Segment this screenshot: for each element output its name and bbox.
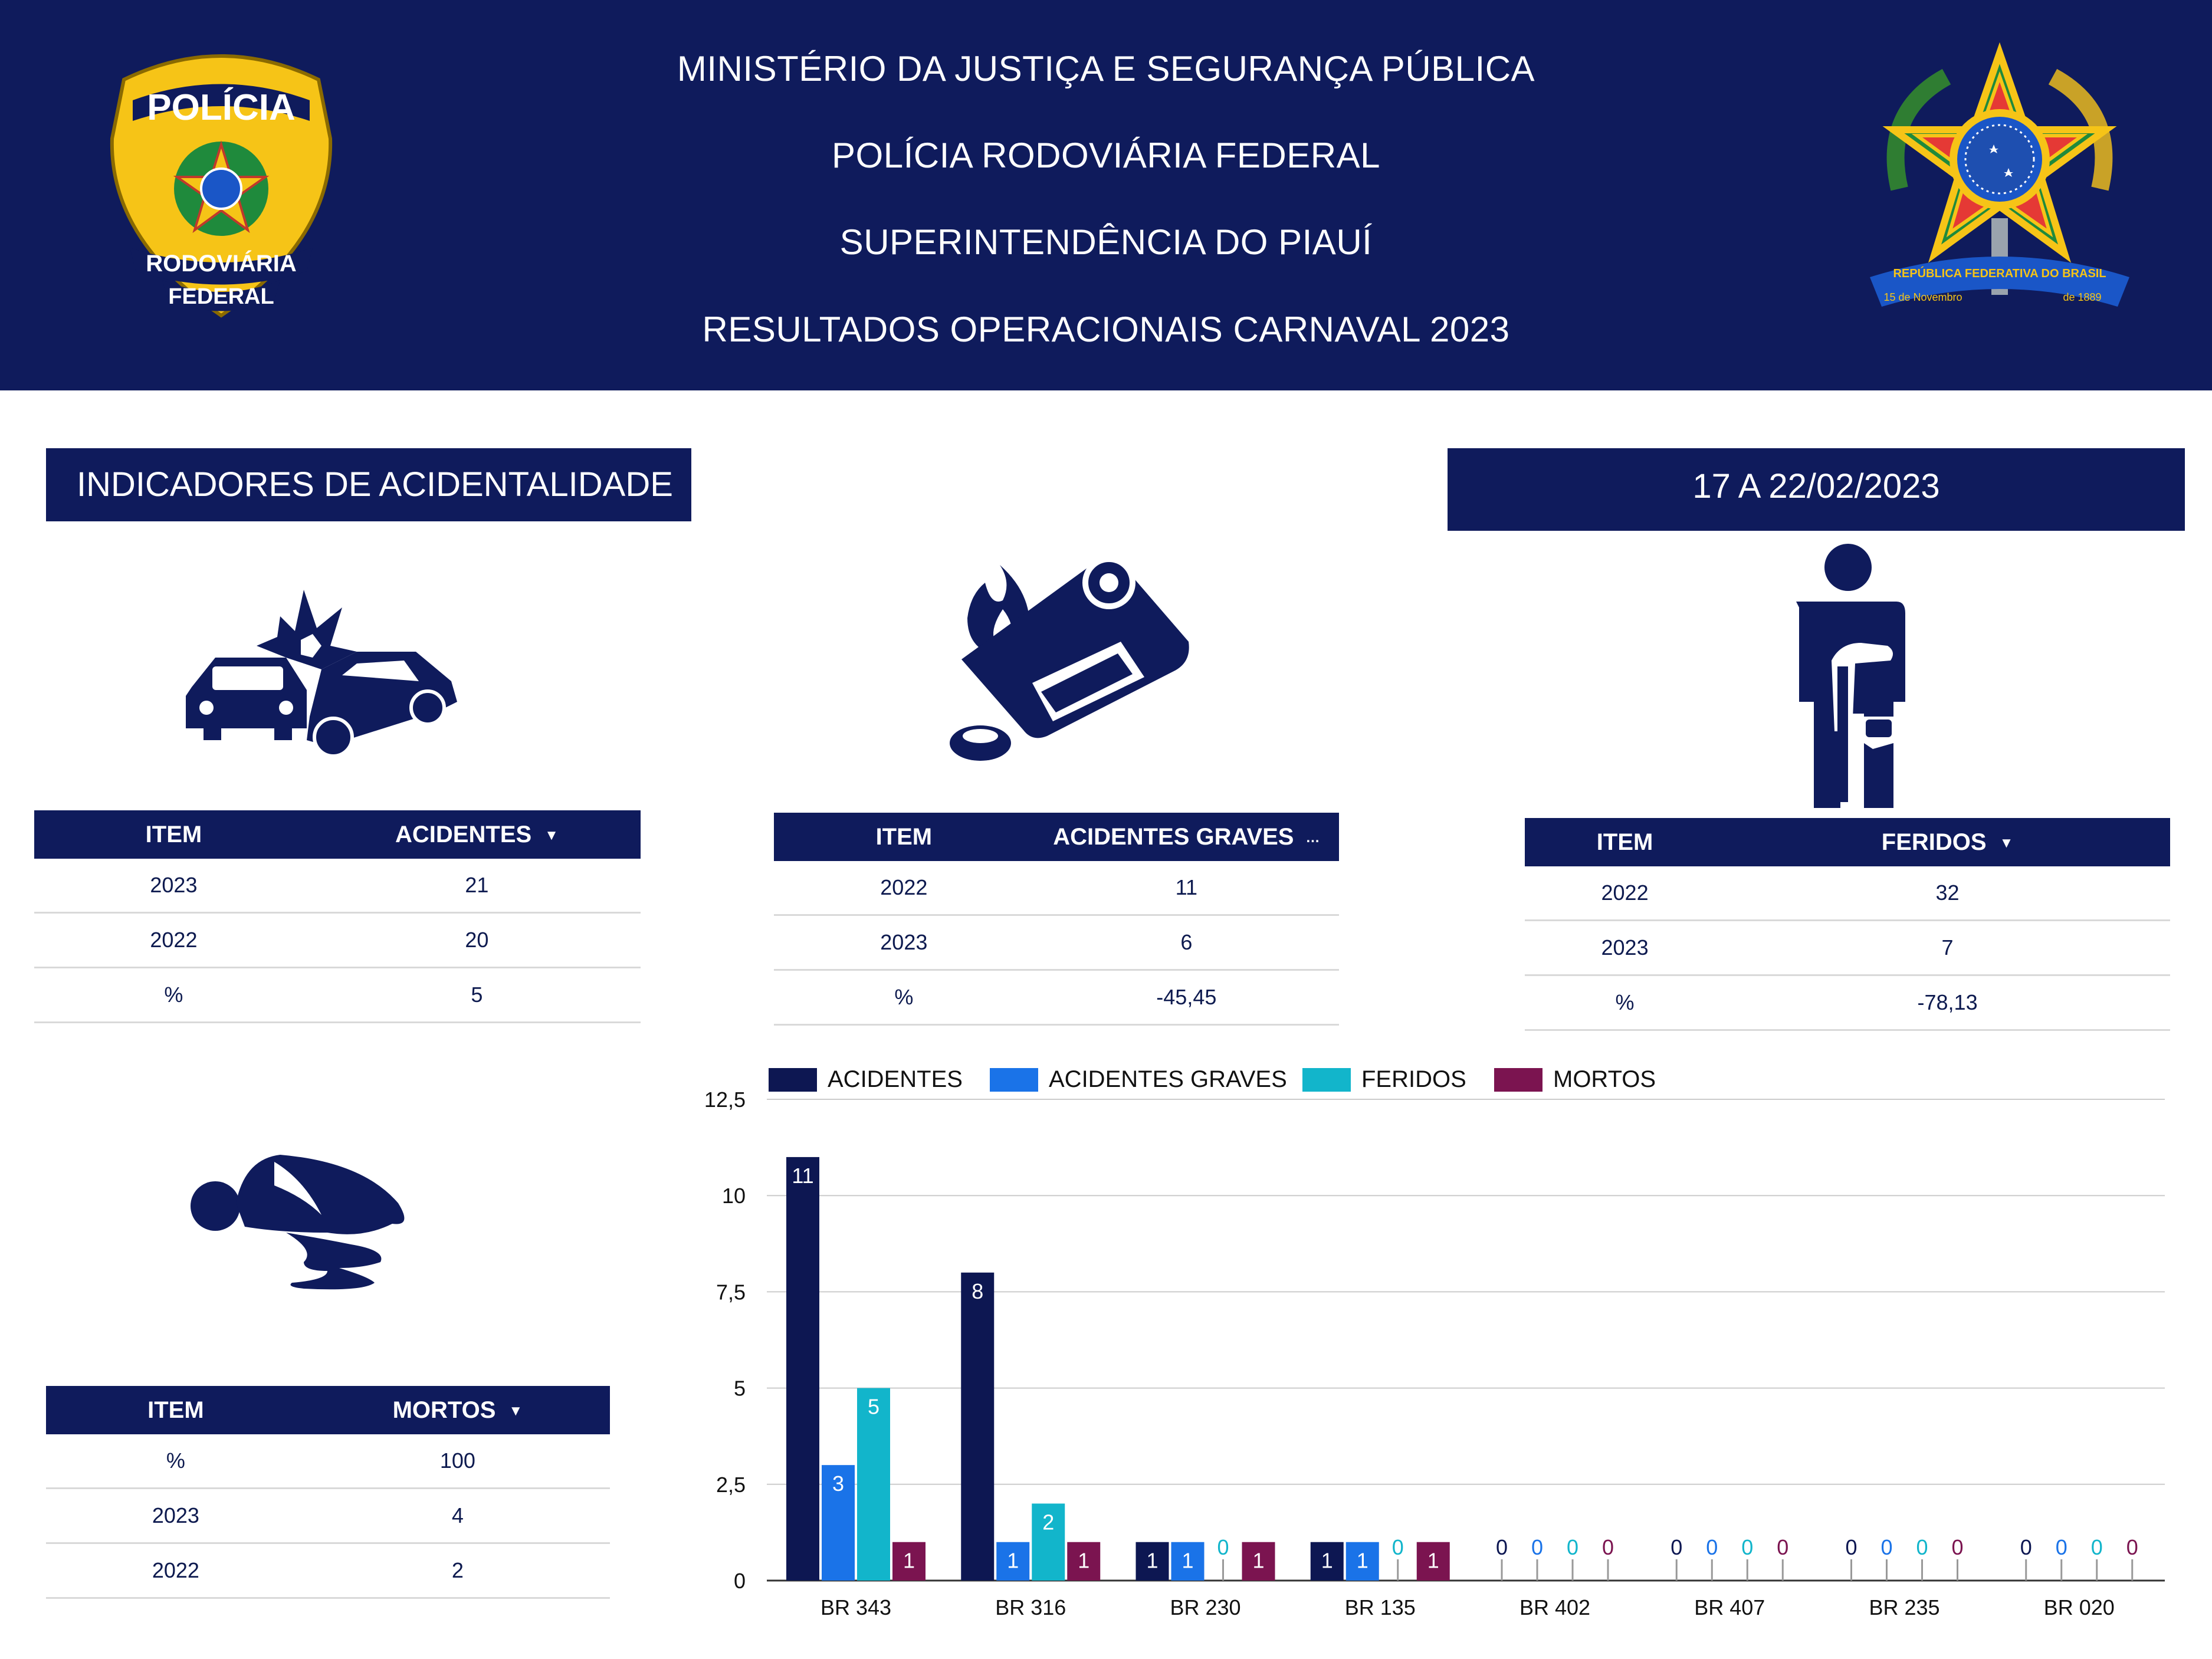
table-mortos (46, 1386, 610, 1599)
data-label: 0 (1531, 1535, 1544, 1559)
data-label: 1 (1146, 1548, 1158, 1573)
table-row: 2022 11 (774, 861, 1339, 915)
data-label: 0 (1951, 1535, 1964, 1559)
data-label: 2 (1042, 1510, 1055, 1535)
brazil-coat-of-arms-logo (1858, 41, 2141, 324)
col-header-item[interactable]: ITEM (774, 813, 1034, 861)
sort-arrow-icon[interactable]: ▼ (544, 827, 559, 843)
header-banner (0, 0, 2212, 390)
legend-item-feridos[interactable]: FERIDOS (1302, 1066, 1466, 1093)
table-row: % 5 (34, 968, 641, 1023)
more-options-icon[interactable]: … (1305, 829, 1320, 846)
col-header-item[interactable]: ITEM (1525, 818, 1725, 866)
table-row: 2022 32 (1525, 866, 2170, 921)
section-title-indicadores: INDICADORES DE ACIDENTALIDADE (46, 448, 691, 521)
bar (961, 1273, 994, 1581)
overturned-car-fire-icon (944, 553, 1197, 766)
data-label: 1 (902, 1548, 915, 1573)
y-tick-label: 10 (721, 1184, 746, 1208)
data-label: 1 (1007, 1548, 1019, 1573)
coat-ribbon-right: de 1889 (2063, 291, 2102, 303)
data-label: 0 (2090, 1535, 2103, 1559)
table-acidentes (34, 810, 641, 1023)
x-tick-label: BR 343 (820, 1595, 892, 1619)
legend-item-acidentes-graves[interactable]: ACIDENTES GRAVES (990, 1066, 1287, 1093)
data-label: 1 (1252, 1548, 1265, 1573)
data-label: 1 (1427, 1548, 1439, 1573)
x-tick-label: BR 402 (1519, 1595, 1591, 1619)
badge-middle-text: RODOVIÁRIA (146, 251, 297, 277)
y-tick-label: 7,5 (716, 1280, 746, 1305)
y-tick-label: 5 (733, 1376, 746, 1401)
data-label: 0 (2055, 1535, 2067, 1559)
legend-item-acidentes[interactable]: ACIDENTES (769, 1066, 963, 1093)
data-label: 0 (1706, 1535, 1718, 1559)
x-tick-label: BR 135 (1344, 1595, 1416, 1619)
data-label: 0 (1495, 1535, 1508, 1559)
col-header-item[interactable]: ITEM (34, 810, 313, 859)
table-row: % 100 (46, 1434, 610, 1489)
injured-person-crutch-icon (1784, 543, 1914, 808)
x-tick-label: BR 316 (995, 1595, 1066, 1619)
x-tick-label: BR 230 (1170, 1595, 1241, 1619)
table-row: % -78,13 (1525, 975, 2170, 1030)
table-feridos (1525, 818, 2170, 1031)
col-header-mortos[interactable]: MORTOS ▼ (306, 1386, 610, 1434)
x-tick-label: BR 235 (1869, 1595, 1940, 1619)
table-row: 2023 21 (34, 859, 641, 913)
data-label: 0 (1916, 1535, 1928, 1559)
data-label: 0 (1671, 1535, 1683, 1559)
data-label: 3 (832, 1471, 845, 1496)
header-line-prf: POLÍCIA RODOVIÁRIA FEDERAL (832, 136, 1380, 175)
data-label: 0 (1566, 1535, 1579, 1559)
sort-arrow-icon[interactable]: ▼ (508, 1402, 523, 1419)
table-acidentes-graves (774, 813, 1339, 1026)
coat-ribbon-left: 15 de Novembro (1883, 291, 1962, 303)
col-header-item[interactable]: ITEM (46, 1386, 306, 1434)
data-label: 0 (1845, 1535, 1857, 1559)
data-label: 1 (1321, 1548, 1333, 1573)
table-row: 2023 6 (774, 915, 1339, 970)
badge-bottom-text: FEDERAL (168, 284, 274, 309)
table-row: 2023 7 (1525, 921, 2170, 975)
data-label: 0 (1741, 1535, 1754, 1559)
x-tick-label: BR 020 (2043, 1595, 2115, 1619)
header-line-results: RESULTADOS OPERACIONAIS CARNAVAL 2023 (702, 310, 1510, 349)
data-label: 11 (792, 1163, 814, 1188)
coat-ribbon-text: REPÚBLICA FEDERATIVA DO BRASIL (1893, 267, 2106, 280)
period-label: 17 A 22/02/2023 (1448, 448, 2185, 531)
col-header-acidentes-graves[interactable]: ACIDENTES GRAVES … (1034, 813, 1339, 861)
col-header-acidentes[interactable]: ACIDENTES ▼ (313, 810, 641, 859)
data-label: 0 (1601, 1535, 1614, 1559)
table-row: % -45,45 (774, 970, 1339, 1025)
sort-arrow-icon[interactable]: ▼ (1999, 835, 2014, 851)
header-line-ministry: MINISTÉRIO DA JUSTIÇA E SEGURANÇA PÚBLICA (677, 49, 1535, 88)
dead-body-icon (186, 1150, 434, 1292)
data-label: 1 (1356, 1548, 1368, 1573)
table-row: 2023 4 (46, 1489, 610, 1543)
x-tick-label: BR 407 (1694, 1595, 1765, 1619)
table-row: 2022 2 (46, 1543, 610, 1598)
data-label: 1 (1182, 1548, 1194, 1573)
data-label: 0 (1391, 1535, 1404, 1559)
y-tick-label: 2,5 (716, 1472, 746, 1497)
legend-item-mortos[interactable]: MORTOS (1494, 1066, 1656, 1093)
col-header-feridos[interactable]: FERIDOS ▼ (1725, 818, 2170, 866)
data-label: 8 (972, 1279, 984, 1303)
bar-chart-by-highway (690, 1079, 2200, 1645)
data-label: 1 (1078, 1548, 1090, 1573)
y-tick-label: 12,5 (704, 1088, 746, 1112)
table-row: 2022 20 (34, 913, 641, 968)
data-label: 0 (1217, 1535, 1229, 1559)
data-label: 0 (1777, 1535, 1789, 1559)
data-label: 5 (867, 1394, 880, 1419)
bar (786, 1157, 819, 1581)
data-label: 0 (2020, 1535, 2032, 1559)
badge-top-text: POLÍCIA (147, 87, 296, 128)
car-crash-icon (180, 581, 463, 758)
data-label: 0 (1880, 1535, 1893, 1559)
header-line-superintendence: SUPERINTENDÊNCIA DO PIAUÍ (839, 222, 1373, 262)
data-label: 0 (2126, 1535, 2138, 1559)
y-tick-label: 0 (733, 1569, 746, 1593)
